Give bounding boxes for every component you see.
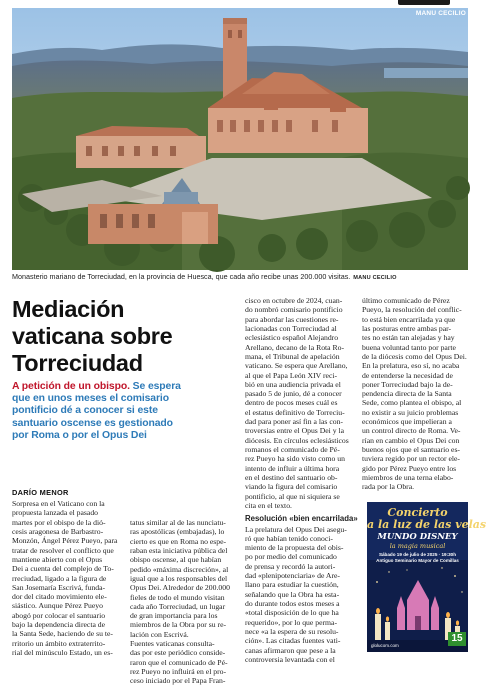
- subhead-first: Se espera: [132, 381, 181, 392]
- body-text-line: Pueyo, la resolución del conflic-: [362, 305, 462, 315]
- body-text-line: fieles de todo el mundo visitan: [130, 592, 225, 602]
- ad-title-line: Concierto: [387, 506, 448, 519]
- body-text-line: canas afirmaron que pese a la: [245, 645, 336, 655]
- body-text-line: tatus similar al de las nunciatu-: [130, 518, 226, 527]
- ad-website[interactable]: glolucom.com: [371, 643, 399, 648]
- headline-line: Mediación: [12, 296, 125, 322]
- ad-age-badge: 15: [448, 632, 466, 646]
- subhead-line: pontificio dé a conocer si este: [12, 405, 158, 417]
- body-text-line: po por medio del comunicado: [245, 552, 337, 562]
- body-column-2: [130, 518, 240, 686]
- body-text-line: do durante todos estos meses a: [245, 599, 340, 608]
- column-3-part-a: [245, 296, 357, 510]
- body-text-line: miento de la propuesta del obis-: [245, 543, 344, 553]
- ad-title: [367, 506, 486, 531]
- body-text-line: miembros de una terna elabo-: [362, 472, 454, 482]
- body-text-line: pontificio, al que ni siquiera se: [245, 491, 340, 501]
- body-text-line: mantiene abierto con el Opus: [12, 554, 103, 564]
- body-text-line: ceso iniciado por el Papa Fran-: [130, 676, 226, 686]
- body-text-line: miembros de la Obra por su re-: [130, 620, 227, 630]
- body-text-line: eclesiástico español Alejandro: [245, 333, 339, 343]
- body-text-line: las posturas entre ambas par-: [362, 323, 452, 333]
- ad-date: Sábado 19 de julio de 2025 · 19:30h: [378, 552, 457, 557]
- body-text-line: obispo oscense, al que habían: [130, 555, 222, 565]
- body-text-line: rreciudad, ligado a la figura de: [12, 573, 107, 583]
- body-text-line: en el destino del santuario ob-: [245, 472, 338, 482]
- body-text-line: das por este periódico conside-: [130, 648, 226, 658]
- body-text-line: señalando que la Obra ha esta-: [245, 589, 340, 599]
- ad-title-line: a la luz de las velas: [367, 517, 486, 531]
- body-column-3: [245, 296, 357, 664]
- body-text-line: rritorio un ámbito extraterrito-: [12, 638, 106, 648]
- body-text-line: cisco en octubre de 2024, cuan-: [245, 296, 343, 305]
- headline-line: Torreciudad: [12, 350, 143, 376]
- body-text-line: rez Pueyo ha sido visto como un: [245, 454, 345, 464]
- body-text-line: al que el Papa León XIV reci-: [245, 370, 338, 380]
- body-text-line: no existir a su juicio problemas: [362, 407, 459, 417]
- ad-brand: MUNDO DISNEY: [377, 532, 458, 542]
- body-text-line: «total disposición de lo que ha: [245, 608, 339, 618]
- body-text-line: pedido «máxima discreción», al: [130, 564, 229, 574]
- body-text-line: ró que habían tenido conoci-: [245, 533, 333, 543]
- body-column-1: [12, 499, 125, 657]
- body-text-line: igual que a los responsables del: [130, 573, 228, 583]
- photo-credit: MANU CECILIO: [415, 10, 466, 17]
- body-text-line: Sorpresa en el Vaticano con la: [12, 499, 105, 508]
- ad-event-info: [369, 552, 466, 563]
- body-text-line: ción». Las citadas fuentes vati-: [245, 636, 341, 646]
- body-text-line: rez Pueyo no influirá en el pro-: [130, 667, 227, 676]
- body-text-line: dad «plenipotenciaria» de Are-: [245, 571, 340, 581]
- body-text-line: viando la figura del comisario: [245, 482, 338, 492]
- body-text-line: bajo la dependencia directa de: [12, 620, 106, 630]
- body-column-4: [362, 296, 468, 492]
- body-text-line: gido por Pérez Pueyo entre los: [362, 463, 457, 473]
- body-text-line: En la prelatura, eso sí, no acaba: [362, 361, 460, 371]
- article-subhead: [12, 381, 238, 442]
- body-text-line: cita en el texto.: [245, 500, 292, 510]
- body-text-line: de entenderse la necesidad de: [362, 370, 453, 380]
- body-text-line: Dei a cuenta del complejo de To-: [12, 564, 114, 574]
- torreciudad-photo: [12, 8, 468, 270]
- body-text-line: mana, el Tribunal de apelación: [245, 351, 340, 361]
- article-byline: DARÍO MENOR: [12, 488, 69, 497]
- concert-advertisement[interactable]: [367, 502, 486, 652]
- body-text-line: de la diócesis como del Opus Dei.: [362, 351, 467, 361]
- body-text-line: Arellano, decano de la Rota Ro-: [245, 342, 345, 352]
- body-text-line: nece «a la espera de su resolu-: [245, 626, 339, 636]
- body-text-line: Opus Dei. Alrededor de 200.000: [130, 583, 230, 593]
- body-text-line: troversias entre el Opus Dei y la: [245, 426, 345, 436]
- body-text-line: buenos ojos que el santuario es-: [362, 445, 460, 454]
- body-text-line: cierto es que en Roma no espe-: [130, 536, 227, 546]
- subhead-lead: A petición de un obispo.: [12, 381, 130, 392]
- body-text-line: martes por el obispo de la dió-: [12, 517, 106, 527]
- body-text-line: dentro de pocos meses cuál es: [245, 398, 338, 408]
- body-text-line: cada año Torreciudad, un lugar: [130, 601, 226, 611]
- page-tab-marker: [398, 0, 450, 5]
- body-text-line: rial del minúsculo Estado, un es-: [12, 648, 113, 657]
- body-text-line: dad para poner así fin a las con-: [245, 417, 343, 427]
- caption-credit: MANU CECILIO: [353, 275, 397, 281]
- body-text-line: La prelatura del Opus Dei asegu-: [245, 524, 347, 534]
- body-text-line: el estatus definitivo de Torreciu-: [245, 407, 345, 417]
- body-text-line: de gran importancia para los: [130, 611, 218, 621]
- body-text-line: tes no están tan alejadas y hay: [362, 333, 455, 343]
- body-text-line: San Josemaría Escrivá, funda-: [12, 582, 106, 592]
- body-text-line: pendencia directa de la Santa: [362, 389, 452, 399]
- body-text-line: dor del citado movimiento ele-: [12, 592, 107, 602]
- column-3-part-b: [245, 525, 357, 665]
- body-text-line: propuesta lanzada el pasado: [12, 508, 99, 518]
- body-text-line: romanos el comunicado de Pé-: [245, 445, 340, 454]
- body-text-line: rían en cambio el Opus Dei con: [362, 435, 460, 445]
- headline-line: vaticana sobre: [12, 323, 173, 349]
- subhead-line: por Roma o por el Opus Dei: [12, 429, 147, 441]
- body-text-line: económicos que impelieran a: [362, 417, 452, 427]
- section-subtitle: Resolución «bien encarrilada»: [245, 514, 358, 524]
- body-text-line: cesis aragonesa de Barbastro-: [12, 526, 104, 536]
- body-text-line: raban esta iniciativa pública del: [130, 545, 228, 555]
- body-text-line: de prensa y recordó la autori-: [245, 561, 336, 571]
- body-text-line: diócesis. En círculos eclesiásticos: [245, 435, 349, 445]
- body-text-line: Sede, como plantea el obispo, al: [362, 398, 462, 408]
- body-text-line: último comunicado de Pérez: [362, 296, 450, 305]
- body-text-line: rada por la Obra.: [362, 482, 415, 492]
- subhead-line: [12, 381, 238, 393]
- subhead-line: santuario oscense es gestionado: [12, 417, 173, 429]
- photo-caption: [12, 272, 468, 283]
- body-text-line: controversia levantada con el: [245, 654, 335, 664]
- body-text-line: to está bien encarrilada ya que: [362, 314, 456, 324]
- body-text-line: la Santa Sede, haciendo de su te-: [12, 629, 113, 639]
- body-text-line: vaticano. Se espera que Arellano,: [245, 361, 348, 371]
- body-text-line: buena voluntad tanto por parte: [362, 342, 456, 352]
- body-text-line: llano para estudiar la cuestión,: [245, 580, 339, 590]
- body-text-line: raron que el comunicado de Pé-: [130, 657, 228, 667]
- ad-brand-subtitle: la magia musical: [389, 542, 446, 550]
- body-text-line: para abordar las cuestiones re-: [245, 314, 339, 324]
- body-text-line: un control directo de Roma. Ve-: [362, 426, 461, 436]
- body-text-line: Monzón, Ángel Pérez Pueyo, para: [12, 536, 118, 546]
- body-text-line: tratar de resolver el conflicto que: [12, 545, 114, 555]
- body-text-line: Fuentes vaticanas consulta-: [130, 639, 215, 649]
- body-text-line: tuviera regido por un rector ele-: [362, 454, 460, 464]
- subhead-line: que en unos meses el comisario: [12, 393, 169, 405]
- body-text-line: lacionadas con Torreciudad al: [245, 323, 337, 333]
- body-text-line: requerido», por lo que perma-: [245, 617, 338, 627]
- body-text-line: siástico. Aunque Pérez Pueyo: [12, 601, 103, 611]
- caption-text: Monasterio mariano de Torreciudad, en la provincia de Huesca, que cada año recibe unas 200.000 visitas.: [12, 272, 351, 281]
- body-text-line: ras apostólicas (embajadas), lo: [130, 527, 225, 537]
- ad-venue: Antiguo Seminario Mayor de Comillas: [376, 557, 459, 563]
- sanctuary-illustration: [12, 8, 468, 270]
- body-text-line: abogó por colocar el santuario: [12, 610, 106, 620]
- article-headline: [12, 296, 237, 377]
- body-text-line: intento de influir a última hora: [245, 463, 340, 473]
- body-text-line: bió en una audiencia privada el: [245, 379, 341, 389]
- body-text-line: poner Torreciudad bajo la de-: [362, 379, 453, 389]
- body-text-line: pasado 5 de junio, dé a conocer: [245, 389, 342, 399]
- body-text-line: lación con Escrivá.: [130, 629, 189, 639]
- body-text-line: do nombró comisario pontificio: [245, 305, 343, 315]
